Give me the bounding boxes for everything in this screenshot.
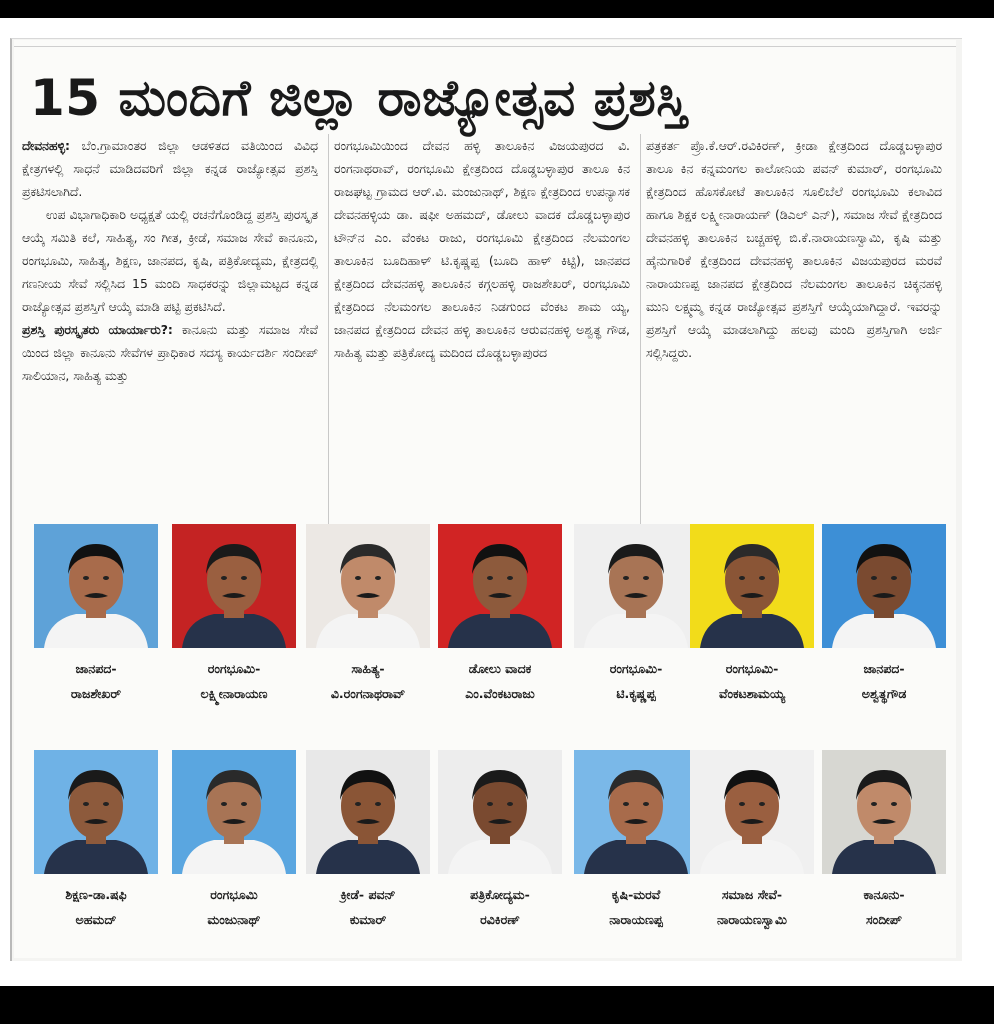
- caption-line: ಸಾಹಿತ್ಯ-: [351, 661, 385, 676]
- photo-caption: [686, 882, 818, 932]
- awardee-card: [574, 524, 698, 734]
- caption-line: ರಂಗಭೂಮಿ-: [207, 661, 261, 676]
- portrait-photo-icon: [822, 524, 946, 648]
- top-border-line: [14, 40, 956, 47]
- caption-line: ಪತ್ರಿಕೋದ್ಯಮ-: [470, 887, 530, 902]
- photo-caption: [818, 656, 950, 706]
- photo-caption: [168, 656, 300, 706]
- caption-line: ಎಂ.ವೆಂಕಟರಾಜು: [465, 686, 535, 701]
- paragraph: ಬೆಂ.ಗ್ರಾಮಾಂತರ ಜಿಲ್ಲಾ ಆಡಳಿತದ ವತಿಯಿಂದ ವಿವಿಧ ಕ್ಷೇತ್ರಗಳಲ್ಲಿ ಸಾಧನೆ ಮಾಡಿದವರಿಗೆ ಜಿಲ್ಲಾ ಕನ್ನಡ ರಾಜ್ಯೋತ್ಸವ ಪ್ರಶಸ್ತಿ ಪ್ರಕಟಿಸಲಾಗಿದೆ.: [22, 138, 318, 199]
- article-column-3: [646, 134, 942, 554]
- awardee-card: [438, 750, 562, 960]
- caption-line: ಕೃಷಿ-ಮರವೆ: [611, 887, 661, 902]
- caption-line: ಜಾನಪದ-: [75, 661, 117, 676]
- caption-line: ರವಿಕಿರಣ್: [480, 912, 520, 927]
- awardee-card: [34, 750, 158, 960]
- photo-caption: [818, 882, 950, 932]
- portrait-photo-icon: [306, 750, 430, 874]
- subheading: ಪ್ರಶಸ್ತಿ ಪುರಸ್ಕೃತರು ಯಾರ್ಯಾರು?:: [22, 322, 173, 337]
- photo-caption: [30, 882, 162, 932]
- caption-line: ರಂಗಭೂಮಿ-: [725, 661, 779, 676]
- portrait-photo-icon: [690, 750, 814, 874]
- awardee-card: [574, 750, 698, 960]
- portrait-photo-icon: [438, 524, 562, 648]
- awardee-card: [306, 750, 430, 960]
- awardee-card: [438, 524, 562, 734]
- photo-caption: [434, 656, 566, 706]
- caption-line: ಶಿಕ್ಷಣ-ಡಾ.ಷಫಿ: [65, 887, 127, 902]
- awardee-card: [822, 750, 946, 960]
- awardee-card: [306, 524, 430, 734]
- top-black-bar: [0, 0, 994, 18]
- column-divider: [640, 134, 641, 554]
- caption-line: ಡೋಲು ವಾದಕ: [468, 661, 532, 676]
- paragraph: ಉಪ ವಿಭಾಗಾಧಿಕಾರಿ ಅಧ್ಯಕ್ಷತೆ ಯಲ್ಲಿ ರಚನೆಗೊಂಡಿದ್ದ ಪ್ರಶಸ್ತಿ ಪುರಸ್ಕೃತ ಆಯ್ಕೆ ಸಮಿತಿ ಕಲೆ, ಸಾಹಿತ್ಯ, ಸಂ ಗೀತ, ಕ್ರೀಡೆ, ಸಮಾಜ ಸೇವೆ ಕಾನೂನು, ರಂಗಭೂಮಿ, ಸಾಹಿತ್ಯ, ಶಿಕ್ಷಣ, ಜಾನಪದ, ಕೃಷಿ, ಪತ್ರಿಕೋದ್ಯಮ, ಕ್ಷೇತ್ರದಲ್ಲಿ ಗಣನೀಯ ಸೇವೆ ಸಲ್ಲಿಸಿದ 15 ಮಂದಿ ಸಾಧಕರನ್ನು ಜಿಲ್ಲಾಮಟ್ಟದ ಕನ್ನಡ ರಾಜ್ಯೋತ್ಸವ ಪ್ರಶಸ್ತಿಗೆ ಆಯ್ಕೆ ಮಾಡಿ ಪಟ್ಟಿ ಪ್ರಕಟಿಸಿದೆ.: [22, 207, 318, 314]
- portrait-photo-icon: [690, 524, 814, 648]
- portrait-photo-icon: [822, 750, 946, 874]
- portrait-photo-icon: [574, 750, 698, 874]
- headline: 15 ಮಂದಿಗೆ ಜಿಲ್ಲಾ ರಾಜ್ಯೋತ್ಸವ ಪ್ರಶಸ್ತಿ: [30, 69, 688, 127]
- caption-line: ಕ್ರೀಡೆ- ಪವನ್: [340, 887, 396, 902]
- photo-caption: [434, 882, 566, 932]
- paragraph: ಕಾನೂನು ಮತ್ತು ಸಮಾಜ ಸೇವೆ ಯಿಂದ ಜಿಲ್ಲಾ ಕಾನೂನು ಸೇವೆಗಳ ಪ್ರಾಧಿಕಾರ ಸದಸ್ಯ ಕಾರ್ಯದರ್ಶಿ ಸಂದೀಪ್ ಸಾಲಿಯಾನ, ಸಾಹಿತ್ಯ ಮತ್ತು: [22, 322, 318, 383]
- caption-line: ಟಿ.ಕೃಷ್ಣಪ್ಪ: [616, 686, 656, 701]
- column-divider: [328, 134, 329, 554]
- awardee-card: [172, 524, 296, 734]
- awardee-photo-grid: [22, 524, 942, 954]
- caption-line: ಅಶ್ವತ್ಥಗೌಡ: [861, 686, 907, 701]
- article-column-2: [334, 134, 630, 554]
- awardee-card: [822, 524, 946, 734]
- portrait-photo-icon: [306, 524, 430, 648]
- newspaper-page: [14, 40, 956, 958]
- caption-line: ನಾರಾಯಣಪ್ಪ: [609, 912, 663, 927]
- awardee-card: [34, 524, 158, 734]
- portrait-photo-icon: [574, 524, 698, 648]
- dateline: ದೇವನಹಳ್ಳಿ:: [22, 138, 70, 153]
- caption-line: ರಂಗಭೂಮಿ-: [609, 661, 663, 676]
- caption-line: ನಾರಾಯಣಸ್ವಾಮಿ: [717, 912, 787, 927]
- caption-line: ಸಮಾಜ ಸೇವೆ-: [721, 887, 783, 902]
- portrait-photo-icon: [172, 524, 296, 648]
- caption-line: ಲಕ್ಷ್ಮೀನಾರಾಯಣ: [200, 686, 268, 701]
- awardee-card: [690, 524, 814, 734]
- portrait-photo-icon: [172, 750, 296, 874]
- photo-caption: [30, 656, 162, 706]
- paragraph: ರಂಗಭೂಮಿಯಿಂದ ದೇವನ ಹಳ್ಳಿ ತಾಲೂಕಿನ ವಿಜಯಪುರದ ವಿ. ರಂಗನಾಥರಾವ್, ರಂಗಭೂಮಿ ಕ್ಷೇತ್ರದಿಂದ ದೊಡ್ಡಬಳ್ಳಾಪುರ ತಾಲೂ ಕಿನ ರಾಜಘಟ್ಟ ಗ್ರಾಮದ ಆರ್.ವಿ. ಮಂಜುನಾಥ್, ಶಿಕ್ಷಣ ಕ್ಷೇತ್ರದಿಂದ ಉಪನ್ಯಾಸಕ ದೇವನಹಳ್ಳಿಯ ಡಾ. ಷಫೀ ಅಹಮದ್, ಡೋಲು ವಾದಕ ದೊಡ್ಡಬಳ್ಳಾಪುರ ಟೌನ್‌ನ ಎಂ. ವೆಂಕಟ ರಾಜು, ರಂಗಭೂಮಿ ಕ್ಷೇತ್ರದಿಂದ ನೆಲಮಂಗಲ ತಾಲೂಕಿನ ಬೂದಿಹಾಳ್ ಟಿ.ಕೃಷ್ಣಪ್ಪ (ಬೂದಿ ಹಾಳ್ ಕಿಟ್ಟಿ), ಜಾನಪದ ಕ್ಷೇತ್ರದಿಂದ ದೇವನಹಳ್ಳಿ ತಾಲೂಕಿನ ಕಗ್ಗಲಹಳ್ಳಿ ರಾಜಶೇಖರ್, ರಂಗಭೂಮಿ ಕ್ಷೇತ್ರದಿಂದ ನೆಲಮಂಗಲ ತಾಲೂಕಿನ ನಿಡಗುಂದ ವೆಂಕಟ ಶಾಮ ಯ್ಯ, ಜಾನಪದ ಕ್ಷೇತ್ರದಿಂದ ದೇವನ ಹಳ್ಳಿ ತಾಲೂಕಿನ ಆರುವನಹಳ್ಳಿ ಅಶ್ವತ್ಥ ಗೌಡ, ಸಾಹಿತ್ಯ ಮತ್ತು ಪತ್ರಿಕೋದ್ಯ ಮದಿಂದ ದೊಡ್ಡಬಳ್ಳಾಪುರದ: [334, 138, 630, 360]
- photo-caption: [570, 656, 702, 706]
- caption-line: ರಾಜಶೇಖರ್: [70, 686, 122, 701]
- article-columns: [22, 134, 942, 554]
- portrait-photo-icon: [34, 524, 158, 648]
- portrait-photo-icon: [34, 750, 158, 874]
- photo-caption: [302, 656, 434, 706]
- caption-line: ಮಂಜುನಾಥ್: [207, 912, 261, 927]
- caption-line: ಸಂದೀಪ್: [866, 912, 902, 927]
- caption-line: ಅಹಮದ್: [75, 912, 117, 927]
- photo-caption: [570, 882, 702, 932]
- caption-line: ವೆಂಕಟಶಾಮಯ್ಯ: [718, 686, 786, 701]
- article-column-1: [22, 134, 318, 554]
- photo-caption: [302, 882, 434, 932]
- awardee-card: [172, 750, 296, 960]
- caption-line: ಜಾನಪದ-: [863, 661, 905, 676]
- bottom-black-bar: [0, 986, 994, 1024]
- caption-line: ಕುಮಾರ್: [349, 912, 387, 927]
- caption-line: ಕಾನೂನು-: [863, 887, 905, 902]
- caption-line: ರಂಗಭೂಮಿ: [210, 887, 258, 902]
- photo-caption: [168, 882, 300, 932]
- photo-caption: [686, 656, 818, 706]
- caption-line: ವಿ.ರಂಗನಾಥರಾವ್: [330, 686, 406, 701]
- awardee-card: [690, 750, 814, 960]
- paragraph: ಪತ್ರಕರ್ತ ಪ್ರೊ.ಕೆ.ಆರ್.ರವಿಕಿರಣ್, ಕ್ರೀಡಾ ಕ್ಷೇತ್ರದಿಂದ ದೊಡ್ಡಬಳ್ಳಾಪುರ ತಾಲೂ ಕಿನ ಕನ್ನಮಂಗಲ ಕಾಲೋನಿಯ ಪವನ್ ಕುಮಾರ್, ರಂಗಭೂಮಿ ಕ್ಷೇತ್ರದಿಂದ ಹೊಸಕೋಟೆ ತಾಲೂಕಿನ ಸೂಲಿಬೆಲೆ ರಂಗಭೂಮಿ ಕಲಾವಿದ ಹಾಗೂ ಶಿಕ್ಷಕ ಲಕ್ಷ್ಮೀನಾರಾಯಣ್ (ಡಿಎಲ್ ಎನ್), ಸಮಾಜ ಸೇವೆ ಕ್ಷೇತ್ರದಿಂದ ದೇವನಹಳ್ಳಿ ತಾಲೂಕಿನ ಬಚ್ಚಹಳ್ಳಿ ಬಿ.ಕೆ.ನಾರಾಯಣಸ್ವಾಮಿ, ಕೃಷಿ ಮತ್ತು ಹೈನುಗಾರಿಕೆ ಕ್ಷೇತ್ರದಿಂದ ದೇವನಹಳ್ಳಿ ತಾಲೂಕಿನ ವಿಜಯಪುರದ ಮರವೆ ನಾರಾಯಣಪ್ಪ ಜಾನಪದ ಕ್ಷೇತ್ರದಿಂದ ನೆಲಮಂಗಲ ತಾಲೂಕಿನ ಚಿಕ್ಕನಹಳ್ಳಿ ಮುನಿ ಲಕ್ಷ್ಮಮ್ಮ ಕನ್ನಡ ರಾಜ್ಯೋತ್ಸವ ಪ್ರಶಸ್ತಿಗೆ ಆಯ್ಕೆಯಾಗಿದ್ದಾರೆ. ಇವರನ್ನು ಪ್ರಶಸ್ತಿಗೆ ಆಯ್ಕೆ ಮಾಡಲಾಗಿದ್ದು ಹಲವು ಮಂದಿ ಪ್ರಶಸ್ತಿಗಾಗಿ ಅರ್ಜಿ ಸಲ್ಲಿಸಿದ್ದರು.: [646, 138, 942, 360]
- portrait-photo-icon: [438, 750, 562, 874]
